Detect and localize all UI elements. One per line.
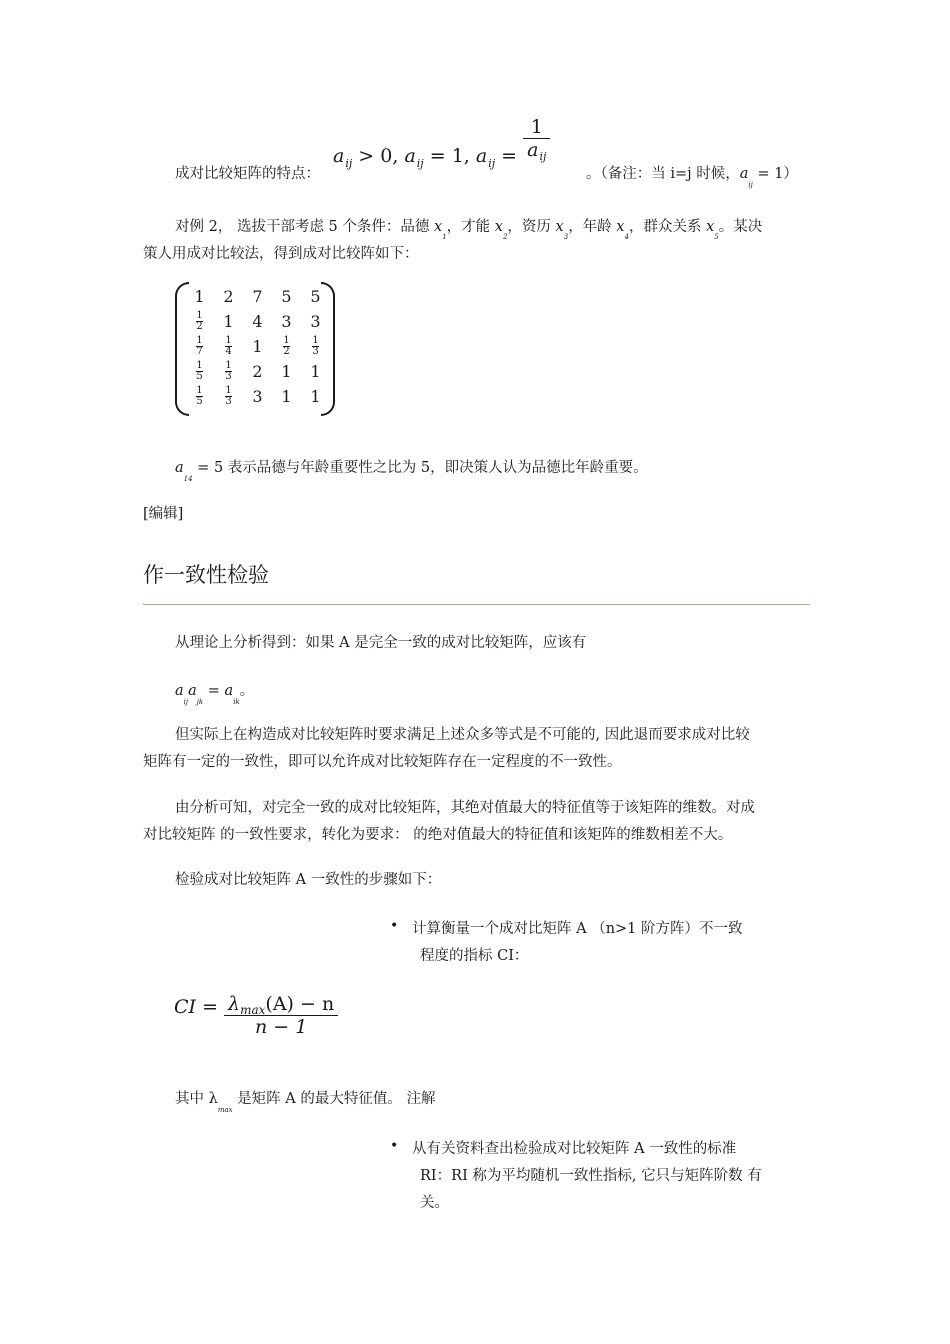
ci-formula: CI = $\frac{\lambda_{max}(A) - n}{n - 1}$ — [174, 993, 338, 1038]
intro-note: 。（备注：当 i=j 时候，$a_{ij} = 1$） — [586, 166, 798, 189]
bullet-1-dot: • — [390, 918, 399, 934]
matrix-fraction: $\frac{1}{4}$ — [225, 335, 232, 357]
matrix-cell: 4 — [252, 311, 263, 331]
pairwise-comparison-matrix — [175, 282, 335, 412]
matrix-cell: 3 — [252, 386, 263, 406]
matrix-cell: 1 — [310, 361, 321, 381]
matrix-cell — [185, 334, 214, 359]
a14-explanation: $a_{14} = 5$ 表示品德与年龄重要性之比为 5，即决策人认为品德比年龄重要。 — [175, 460, 648, 483]
matrix-fraction: $\frac{1}{7}$ — [196, 335, 203, 357]
matrix-fraction: $\frac{1}{2}$ — [283, 335, 290, 357]
matrix-cell: 2 — [223, 286, 234, 306]
matrix-fraction: $\frac{1}{5}$ — [196, 360, 203, 382]
matrix-cell: 1 — [252, 336, 263, 356]
bullet-2-dot: • — [390, 1138, 399, 1154]
bullet-1-line-1: 计算衡量一个成对比矩阵 A （n>1 阶方阵）不一致 — [412, 921, 743, 937]
matrix-cell — [214, 334, 243, 359]
paragraph-theory: 从理论上分析得到：如果 A 是完全一致的成对比较矩阵，应该有 — [175, 635, 587, 651]
section-divider — [143, 604, 810, 605]
matrix-row — [185, 359, 330, 384]
paragraph-analysis-l1: 由分析可知，对完全一致的成对比较矩阵，其绝对值最大的特征值等于该矩阵的维数。对成 — [175, 800, 755, 816]
matrix-cell — [185, 384, 214, 409]
matrix-row — [185, 284, 330, 309]
matrix-row — [185, 334, 330, 359]
paragraph-analysis-l2: 对比较矩阵 的一致性要求，转化为要求： 的绝对值最大的特征值和该矩阵的维数相差不大。 — [143, 827, 733, 843]
matrix-cell: 1 — [194, 286, 205, 306]
paragraph-steps: 检验成对比较矩阵 A 一致性的步骤如下： — [175, 872, 442, 888]
edit-link[interactable]: [编辑] — [143, 506, 184, 522]
matrix-row — [185, 309, 330, 334]
bullet-2-line-2: RI：RI 称为平均随机一致性指标, 它只与矩阵阶数 有 — [420, 1168, 762, 1184]
matrix-cell: 1 — [281, 361, 292, 381]
matrix-fraction: $\frac{1}{2}$ — [196, 310, 203, 332]
matrix-fraction: $\frac{1}{3}$ — [312, 335, 319, 357]
matrix-fraction: $\frac{1}{5}$ — [196, 385, 203, 407]
matrix-cell: 2 — [252, 361, 263, 381]
example-line-1: 对例 2， 选拔干部考虑 5 个条件：品德 $x_1$，才能 $x_2$，资历 $x_3$，年龄 $x_4$，群众关系 $x_5$。某决 — [175, 219, 763, 241]
bullet-1-line-2: 程度的指标 CI： — [420, 948, 529, 964]
paragraph-relax-l1: 但实际上在构造成对比较矩阵时要求满足上述众多等式是不可能的, 因此退而要求成对比较 — [175, 727, 750, 743]
intro-label: 成对比较矩阵的特点： — [175, 166, 320, 182]
bullet-2-line-1: 从有关资料查出检验成对比较矩阵 A 一致性的标准 — [412, 1141, 737, 1157]
consistency-equation: $a_{ij}a_{jk} = a_{ik}$。 — [175, 683, 255, 706]
matrix-cell: 5 — [281, 286, 292, 306]
bullet-2-line-3: 关。 — [420, 1195, 449, 1211]
section-title: 作一致性检验 — [143, 563, 269, 587]
example-line-2: 策人用成对比较法，得到成对比较阵如下： — [143, 246, 419, 262]
matrix-cell: 3 — [281, 311, 292, 331]
matrix-cell — [301, 334, 330, 359]
matrix-cell — [214, 359, 243, 384]
matrix-cell — [272, 334, 301, 359]
matrix-fraction: $\frac{1}{3}$ — [225, 385, 232, 407]
matrix-cell — [185, 359, 214, 384]
matrix-cell — [185, 309, 214, 334]
matrix-cell: 3 — [310, 311, 321, 331]
formula-aij-properties: $a_{ij} > 0$, $a_{ij} = 1$, $a_{ij}$ = $\frac{1}{a_{ij}}$ — [333, 118, 550, 174]
matrix-cell: 1 — [223, 311, 234, 331]
matrix-fraction: $\frac{1}{3}$ — [225, 360, 232, 382]
matrix-cell: 5 — [310, 286, 321, 306]
paragraph-relax-l2: 矩阵有一定的一致性，即可以允许成对比较矩阵存在一定程度的不一致性。 — [143, 754, 622, 770]
matrix-cell: 7 — [252, 286, 263, 306]
matrix-cell: 1 — [310, 386, 321, 406]
matrix-cell: 1 — [281, 386, 292, 406]
matrix-cell — [214, 384, 243, 409]
matrix-row — [185, 384, 330, 409]
matrix-table — [185, 284, 330, 409]
lambda-explanation: 其中 $\lambda_{max}$ 是矩阵 A 的最大特征值。 注解 — [175, 1091, 436, 1114]
